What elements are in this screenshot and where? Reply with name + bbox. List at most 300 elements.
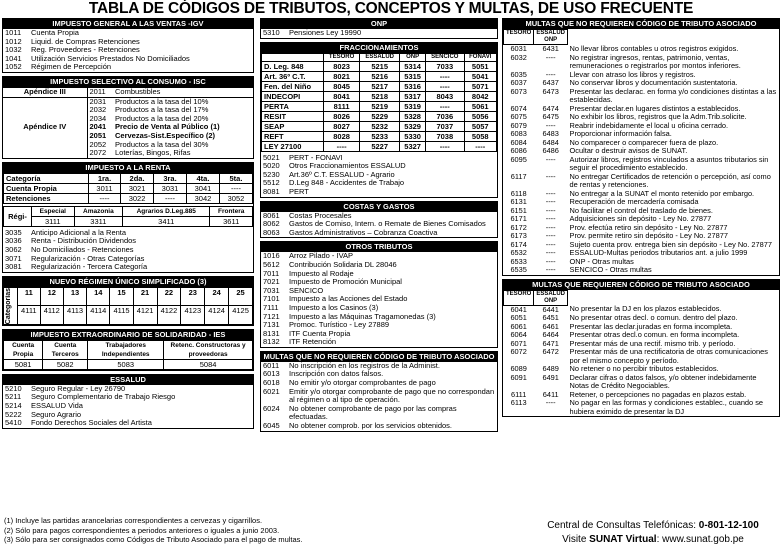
frac-grid: [261, 53, 497, 152]
list-item: [261, 188, 497, 197]
tax-description: Costas Procesales: [289, 210, 352, 220]
tax-code: 6013: [263, 369, 280, 379]
multas-bottom-header: MULTAS QUE REQUIEREN CÓDIGO DE TRIBUTO ASOCIADO: [503, 280, 779, 290]
tax-code: ----: [545, 222, 556, 232]
tax-description: SENCICO - Otras multas: [569, 265, 652, 274]
tax-code: 5229: [360, 111, 400, 121]
regime-head: Frontera: [210, 206, 253, 216]
otros-header: OTROS TRIBUTOS: [261, 242, 497, 252]
tax-description: Presentar las declar.juradas en forma incompleta.: [569, 321, 733, 331]
tax-code: 5082: [43, 359, 88, 369]
tax-code: 5214: [5, 401, 22, 411]
tax-code: 4123: [181, 306, 205, 325]
tax-code: 2051: [89, 130, 107, 140]
tax-code: 3ra.: [154, 173, 187, 183]
tax-description: Impuesto a las Máquinas Tragamonedas (3): [289, 311, 436, 321]
tax-description: No pagar en las formas y condiciones establec., cuando se hubiera eximido de presentar la DJ: [569, 398, 764, 416]
tax-code: ----: [545, 265, 556, 274]
tax-code: 7036: [426, 111, 465, 121]
tax-code: 2032: [89, 105, 107, 115]
table-row: [262, 121, 497, 131]
tax-code: 5057: [464, 121, 496, 131]
tax-description: ESSALUD-Multas periodos tributarios ant. a julio 1999: [569, 248, 748, 257]
tax-description: Promoc. Turístico - Ley 27889: [289, 320, 390, 330]
frac-table-2: [261, 154, 497, 197]
tax-code: 3035: [5, 227, 22, 237]
tax-code: 4112: [40, 306, 63, 325]
row-label: Art. 36º C.T.: [262, 71, 324, 81]
tax-code: 6533: [510, 256, 527, 266]
tax-code: ----: [219, 183, 252, 193]
tax-description: Adquisiciones sin depósito - Ley No. 27877: [569, 214, 712, 223]
regime-head: Especial: [32, 206, 75, 216]
tax-code: 5021: [263, 152, 280, 162]
tax-code: 5071: [464, 81, 496, 91]
phone-label: Central de Consultas Telefónicas:: [547, 520, 696, 531]
tax-code: 5056: [464, 111, 496, 121]
tax-code: 2072: [89, 148, 107, 158]
tax-code: 5327: [400, 141, 426, 151]
tax-description: Sujeto cuenta prov. entrega bien sin depósito - Ley No. 27877: [569, 239, 772, 249]
tax-code: 2041: [89, 122, 107, 132]
multas-top-table: [503, 29, 779, 275]
tax-code: 3052: [219, 193, 252, 203]
row-label: Retenciones: [4, 193, 89, 203]
tax-code: 3041: [187, 183, 220, 193]
essalud-table: [3, 385, 253, 428]
tax-code: 6024: [263, 403, 280, 413]
tax-code: 5315: [400, 71, 426, 81]
tax-code: 1041: [5, 53, 22, 63]
igv-section: [2, 18, 254, 73]
tax-code: 7011: [263, 268, 280, 278]
tax-code: 2052: [89, 139, 107, 149]
tax-code: 6018: [263, 378, 280, 388]
tax-description: Reabrir indebidamente el local u oficina cerrado.: [569, 120, 729, 130]
tax-code: 6464: [542, 330, 559, 339]
tax-description: Productos a la tasa del 10%: [113, 97, 253, 106]
tax-code: 5058: [464, 131, 496, 141]
tax-code: 6483: [542, 129, 559, 138]
tax-description: Liquid. de Compras Retenciones: [31, 36, 140, 46]
tax-code: ----: [426, 81, 465, 91]
table-row: [262, 131, 497, 141]
costas-header: COSTAS Y GASTOS: [261, 202, 497, 212]
tax-description: SENCICO: [289, 285, 324, 295]
tax-code: 4122: [157, 306, 181, 325]
tax-code: 7101: [263, 294, 280, 304]
tax-description: Utilización Servicios Prestados No Domiciliados: [31, 53, 190, 63]
tax-code: 5211: [5, 392, 22, 402]
list-item: [261, 29, 497, 38]
tax-description: Productos a la tasa del 30%: [115, 139, 209, 149]
category-number: 12: [40, 287, 63, 306]
page-title: TABLA DE CÓDIGOS DE TRIBUTOS, CONCEPTOS Y MULTAS, DE USO FRECUENTE: [88, 0, 694, 17]
tax-description: Proporcionar información falsa.: [569, 129, 672, 138]
sunat-brand: SUNAT Virtual: [589, 534, 657, 545]
tax-code: 6032: [510, 52, 527, 62]
isc-appendix-iii-label: Apéndice III: [3, 87, 87, 97]
tax-description: No comparecer o comparecer fuera de plazo.: [569, 137, 719, 147]
tax-code: 4121: [133, 306, 157, 325]
table-row: [262, 81, 497, 91]
tax-code: 8132: [263, 337, 280, 347]
tax-code: 6095: [510, 154, 527, 164]
tax-code: 6451: [542, 313, 559, 322]
tax-description: Regularización - Tercera Categoría: [31, 262, 148, 272]
tax-description: Prov. efectúa retiro sin depósito - Ley No. 27877: [569, 222, 728, 232]
renta-header: IMPUESTO A LA RENTA: [3, 163, 253, 173]
tax-code: 7021: [263, 277, 280, 287]
tax-description: PERT: [289, 186, 309, 196]
table-row: [262, 101, 497, 111]
ies-col-head: Cuenta Terceros: [43, 340, 88, 359]
row-label: Cuenta Propia: [4, 183, 89, 193]
tax-code: 6045: [263, 421, 280, 431]
onp-header: ONP: [261, 19, 497, 29]
tax-code: 3011: [88, 183, 120, 193]
tax-code: 5218: [360, 91, 400, 101]
table-row: [262, 111, 497, 121]
tax-code: ----: [545, 256, 556, 266]
tax-code: 6072: [510, 347, 527, 356]
col-head: FONAVI: [464, 53, 496, 61]
tax-code: 3081: [5, 262, 22, 272]
isc-header: IMPUESTO SELECTIVO AL CONSUMO - ISC: [3, 77, 253, 87]
tax-description: Presentar más de una rectificatoria de otras comunicaciones por el mismo concepto y período.: [569, 347, 768, 365]
tax-code: 1ra.: [88, 173, 120, 183]
list-item: [261, 405, 497, 422]
visit-label: Visite: [562, 534, 587, 545]
regime-code: 3111: [32, 216, 75, 226]
tax-description: Pensiones Ley 19990: [289, 28, 362, 37]
tax-code: 6118: [510, 188, 527, 198]
tax-code: 6111: [511, 389, 527, 399]
tax-code: 5612: [263, 259, 280, 269]
tax-code: 5230: [263, 169, 280, 179]
tax-code: 5083: [88, 359, 164, 369]
footnotes: [4, 516, 504, 545]
tax-description: PERT - FONAVI: [289, 152, 343, 162]
ies-col-head: Retenc. Constructoras y proveedoras: [164, 340, 253, 359]
tax-description: No retener o no percibir tributos establecidos.: [569, 364, 719, 373]
tax-description: No emitir y/o otorgar comprobantes de pago: [289, 378, 436, 388]
tax-code: ----: [545, 239, 556, 249]
tax-description: Gastos de Comiso, Intern. o Remate de Bienes Comisados: [289, 219, 486, 229]
tax-code: 6473: [542, 86, 559, 96]
row-label: RESIT: [262, 111, 324, 121]
costas-section: [260, 201, 498, 239]
tax-description: No presentar otras decl. o comun. dentro del plazo.: [569, 313, 738, 322]
website-link[interactable]: : www.sunat.gob.pe: [656, 534, 744, 545]
tax-code: 5061: [464, 101, 496, 111]
multas-top-section: [502, 18, 780, 276]
tax-description: Presentar otras decl.o comun. en forma incompleta.: [569, 330, 740, 339]
category-number: 24: [205, 287, 229, 306]
tax-code: ----: [545, 188, 556, 198]
tax-code: ----: [545, 214, 556, 223]
tax-description: Loterías, Bingos, Rifas: [115, 148, 191, 158]
tax-code: 8063: [263, 227, 280, 237]
regimes-label: Régi-: [4, 206, 32, 226]
tax-description: Llevar con atraso los libros y registros.: [569, 69, 696, 79]
tax-code: 3022: [121, 193, 154, 203]
col-head: ESSALUD ONP: [534, 290, 568, 305]
tax-code: 4124: [205, 306, 229, 325]
tax-code: ----: [426, 141, 465, 151]
tax-code: 5310: [263, 28, 280, 37]
tax-code: 8041: [324, 91, 360, 101]
category-number: 14: [87, 287, 110, 306]
tax-code: 6535: [510, 265, 527, 274]
tax-code: 6075: [510, 112, 527, 121]
otros-table: [261, 252, 497, 347]
nrus-grid: [3, 287, 253, 325]
tax-code: 5227: [360, 141, 400, 151]
renta-regimes: [3, 206, 253, 227]
row-label: PERTA: [262, 101, 324, 111]
col-head: ESSALUD ONP: [534, 30, 568, 45]
tax-code: ----: [545, 197, 556, 206]
tax-code: 7037: [426, 121, 465, 131]
tax-description: Recuperación de mercadería comisada: [569, 197, 699, 206]
tax-description: No llevar libros contables u otros registros exigidos.: [569, 43, 739, 53]
list-item: [504, 249, 780, 258]
tax-description: Productos a la tasa del 17%: [115, 105, 209, 115]
category-number: 25: [229, 287, 253, 306]
tax-description: Reg. Proveedores - Retenciones: [31, 45, 140, 55]
tax-description: Cervezas-Sist.Específico (2): [115, 130, 216, 140]
regime-code: 3611: [210, 216, 253, 226]
tax-description: Seguro Regular - Ley 26790: [31, 383, 126, 393]
list-item: [261, 229, 497, 238]
tax-code: 1016: [263, 251, 280, 261]
tax-code: 5041: [464, 71, 496, 81]
tax-code: 6061: [510, 321, 527, 331]
tax-code: 5328: [400, 111, 426, 121]
tax-code: 5232: [360, 121, 400, 131]
col-head: TESORO: [504, 290, 534, 305]
list-item: [3, 263, 253, 272]
tax-description: Declarar cifras o datos falsos, y/o obtener indebidamente Notas de Crédito Negociables.: [569, 372, 757, 390]
tax-code: ----: [545, 69, 556, 79]
tax-code: 6041: [510, 304, 527, 314]
multas-bottom-section: [502, 279, 780, 418]
tax-code: 1011: [5, 28, 22, 37]
tax-description: Art.36º C.T. ESSALUD - Agrario: [289, 169, 395, 179]
tax-code: 6174: [510, 239, 527, 249]
tax-description: No exhibir los libros, registros que la Adm.Trib.solicite.: [569, 112, 747, 121]
tax-code: 4115: [110, 306, 133, 325]
renta-grid: [3, 173, 253, 204]
category-number: 15: [110, 287, 133, 306]
isc-code: 2011: [87, 87, 113, 97]
tax-code: 5216: [360, 71, 400, 81]
tax-description: Regularización - Otras Categorías: [31, 253, 145, 263]
tax-code: 8045: [324, 81, 360, 91]
row-label: D. Leg. 848: [262, 61, 324, 71]
regime-code: 3311: [74, 216, 122, 226]
tax-code: 6079: [510, 120, 527, 130]
tax-code: 2da.: [121, 173, 154, 183]
tax-description: Presentar las declarac. en forma y/o condiciones distintas a las establecidas.: [569, 86, 777, 104]
tax-code: 5081: [4, 359, 43, 369]
list-item: [504, 374, 780, 391]
essalud-header: ESSALUD: [3, 375, 253, 385]
multas-top-header: MULTAS QUE NO REQUIEREN CÓDIGO DE TRIBUTO ASOCIADO: [503, 19, 779, 29]
tax-code: 6011: [263, 360, 280, 370]
tax-code: ----: [545, 52, 556, 62]
tax-code: 5410: [5, 418, 22, 428]
otros-section: [260, 241, 498, 348]
tax-description: Presentar más de una rectif. mismo trib. y período.: [569, 338, 736, 348]
tax-code: 5222: [5, 409, 22, 419]
isc-desc: Combustibles: [113, 87, 253, 97]
tax-description: Seguro Agrario: [31, 409, 82, 419]
tax-code: 5084: [164, 359, 253, 369]
tax-description: No obtener comprob. por los servicios obtenidos.: [289, 421, 453, 431]
tax-code: 6073: [510, 86, 527, 96]
tax-description: Cuenta Propia: [31, 28, 79, 37]
tax-code: 6071: [510, 338, 527, 348]
category-number: 22: [157, 287, 181, 306]
tax-code: 6064: [510, 330, 527, 339]
tax-code: ----: [545, 154, 556, 164]
tax-code: 2031: [87, 97, 113, 106]
footnote: (2) Sólo para pagos correspondientes a periodos anteriores o iguales a junio 2003.: [4, 525, 280, 535]
tax-code: 8111: [324, 101, 360, 111]
tax-code: ----: [545, 171, 556, 181]
tax-code: 8081: [263, 186, 280, 196]
multas-no-req-section: [260, 351, 498, 432]
tax-description: No inscripción en los registros de la Administ.: [289, 360, 440, 370]
tax-code: 6474: [542, 103, 559, 113]
footnote: (3) Sólo para ser consignados como Códigos de Tributo Asociado para el pago de multas.: [4, 535, 303, 545]
contact-info: [525, 519, 781, 547]
list-item: [504, 266, 780, 275]
frac-header: FRACCIONAMIENTOS: [261, 43, 497, 53]
tax-code: 8021: [324, 71, 360, 81]
tax-description: Impuesto al Rodaje: [289, 268, 354, 278]
tax-description: Seguro Complementario de Trabajo Riesgo: [31, 392, 176, 402]
col-head: [262, 53, 324, 61]
tax-description: Impuesto a las Acciones del Estado: [289, 294, 408, 304]
tax-code: 7031: [263, 285, 280, 295]
tax-code: 6486: [542, 146, 559, 155]
tax-code: 5329: [400, 121, 426, 131]
list-item: [504, 156, 780, 173]
tax-code: 5217: [360, 81, 400, 91]
tax-description: Prov. permite retiro sin depósito - Ley No. 27877: [569, 231, 728, 240]
multas-bottom-table: [503, 290, 779, 417]
tax-description: No Domiciliados - Retenciones: [31, 244, 134, 254]
tax-code: 4ta.: [187, 173, 220, 183]
tax-code: 6113: [510, 398, 527, 407]
tax-code: 3042: [187, 193, 220, 203]
tax-description: Arroz Pilado - IVAP: [289, 251, 354, 261]
tax-code: 1012: [5, 36, 22, 46]
tax-code: 3031: [154, 183, 187, 193]
tax-description: Retener, o percepciones no pagadas en plazos estab.: [569, 389, 747, 399]
tax-code: 4113: [63, 306, 86, 325]
tax-code: 6091: [510, 372, 527, 382]
tax-code: 6089: [510, 364, 527, 373]
tax-code: 6484: [542, 137, 559, 147]
list-item: [261, 338, 497, 347]
tax-code: ----: [88, 193, 120, 203]
ies-col-head: Cuenta Propia: [4, 340, 43, 359]
tax-code: 6151: [510, 205, 527, 215]
tax-description: Impuesto a los Casinos (3): [289, 302, 379, 312]
tax-code: 6411: [542, 389, 559, 399]
tax-code: 2034: [89, 113, 107, 123]
tax-code: 5317: [400, 91, 426, 101]
tax-description: ITF Cuenta Propia: [289, 328, 351, 338]
tax-description: Ocultar o destruir avisos de SUNAT.: [569, 146, 688, 155]
col-head: TESORO: [324, 53, 360, 61]
column-right: [502, 18, 780, 420]
tax-code: 7033: [426, 61, 465, 71]
tax-code: 1052: [5, 62, 22, 72]
tax-code: 5319: [400, 101, 426, 111]
tax-code: 8061: [263, 210, 280, 220]
tax-code: 6117: [510, 171, 527, 181]
ies-col-head: Trabajadores Independientes: [88, 340, 164, 359]
column-middle: [260, 18, 498, 435]
column-left: [2, 18, 254, 432]
tax-description: Impuesto de Promoción Municipal: [289, 277, 402, 287]
tax-code: 6431: [542, 44, 559, 53]
tax-code: 4114: [87, 306, 110, 325]
nrus-categories-label: Categorías: [5, 287, 12, 324]
tax-code: 6086: [510, 146, 527, 155]
list-item: [504, 88, 780, 105]
table-row: [262, 91, 497, 101]
tax-code: 7038: [426, 131, 465, 141]
list-item: [504, 399, 780, 416]
tax-code: 5330: [400, 131, 426, 141]
tax-description: Otros Fraccionamientos ESSALUD: [289, 161, 406, 171]
onp-section: [260, 18, 498, 39]
tax-code: 6031: [510, 44, 527, 53]
tax-code: ----: [545, 231, 556, 240]
isc-section: [2, 76, 254, 159]
tax-code: 6171: [510, 214, 527, 223]
tax-code: 6472: [542, 347, 559, 356]
list-item: [261, 388, 497, 405]
onp-table: [261, 29, 497, 38]
tax-description: Renta - Distribución Dividendos: [31, 236, 137, 246]
tax-code: ----: [545, 248, 556, 257]
tax-code: 5316: [400, 81, 426, 91]
list-item: [504, 173, 780, 190]
tax-description: ITF Retención: [289, 337, 337, 347]
tax-code: 8042: [464, 91, 496, 101]
tax-description: No entregar Certificados de retención o percepción, así como de rentas y retenciones.: [569, 171, 771, 189]
table-row: [262, 141, 497, 151]
tax-code: 8131: [263, 328, 280, 338]
tax-description: Régimen de Percepción: [31, 62, 112, 72]
tax-code: 6074: [510, 103, 527, 113]
tax-description: No presentar la DJ en los plazos establecidos.: [569, 304, 722, 313]
phone-number[interactable]: 0-801-12-100: [698, 520, 759, 531]
tax-description: Fondo Derechos Sociales del Artista: [31, 418, 152, 428]
tax-code: 5233: [360, 131, 400, 141]
ies-section: [2, 329, 254, 371]
regime-code: 3411: [123, 216, 210, 226]
tax-description: No obtener comprobante de pago por las compras efectuadas.: [289, 403, 457, 422]
tax-code: 6437: [542, 78, 559, 87]
